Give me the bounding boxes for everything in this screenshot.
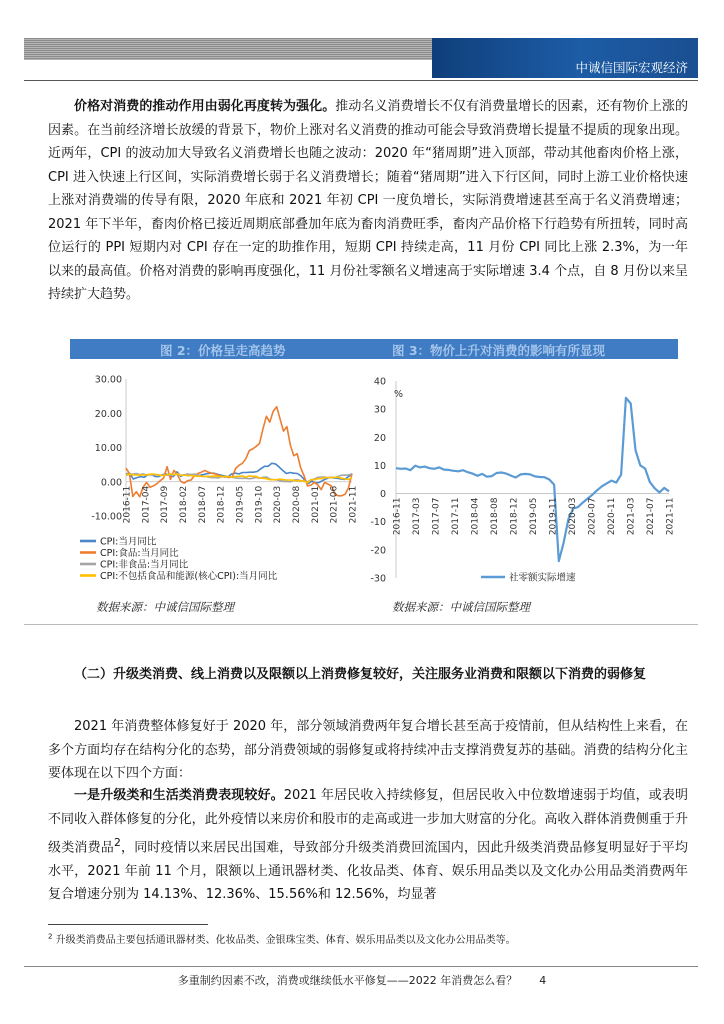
paragraph-body-cont: ，同时疫情以来居民出国难，导致部分升级类消费回流国内，因此升级类消费品修复明显好于平均水平，2021 年前 11 个月，限额以上通讯器材类、化妆品类、体育、娱乐用品类以及文化办公用品类消费两年复合增速分别为 14.13%、12.36%、15.56%和 12.56%，均显著 <box>48 840 688 903</box>
y-axis-unit: % <box>394 389 404 400</box>
x-tick-label: 2021-01 <box>310 485 321 524</box>
x-tick-label: 2020-08 <box>292 485 302 524</box>
paragraph-body: 2021 年居民收入持续修复，但居民收入中位数增速弱于均值，或表明不同收入群体修复的分化，此外疫情以来房价和股市的走高或进一步加大财富的分化。高收入群体消费侧重于升级类消费品 <box>48 788 688 856</box>
y-tick-label: -20 <box>370 545 386 557</box>
footer-title: 多重制约因素不改，消费或继续低水平修复——2022 年消费怎么看？ <box>177 974 518 987</box>
footnote-text: 升级类消费品主要包括通讯器材类、化妆品类、金银珠宝类、体育、娱乐用品类以及文化办公用品类等。 <box>55 935 516 946</box>
paragraph-lead: 价格对消费的推动作用由弱化再度转为强化。 <box>74 99 336 114</box>
legend-label-2: CPI:非食品:当月同比 <box>100 559 189 571</box>
series-line-0 <box>396 398 669 561</box>
x-tick-label: 2017-03 <box>412 497 422 536</box>
x-tick-label: 2018-12 <box>216 485 227 524</box>
footnote-divider <box>48 924 208 925</box>
figure-2-source: 数据来源：中诚信国际整理 <box>96 600 234 614</box>
x-tick-label: 2018-07 <box>197 485 208 524</box>
x-tick-label: 2019-10 <box>254 485 265 524</box>
x-tick-label: 2021-06 <box>329 485 340 524</box>
y-tick-label: -10 <box>370 517 386 529</box>
y-tick-label: -30 <box>370 573 386 585</box>
x-tick-label: 2018-02 <box>179 485 189 524</box>
x-tick-label: 2017-11 <box>451 497 461 536</box>
x-tick-label: 2021-07 <box>646 497 656 536</box>
y-tick-label: 0.00 <box>100 477 122 489</box>
y-tick-label: -10.00 <box>91 511 122 523</box>
figure-3-source: 数据来源：中诚信国际整理 <box>392 600 530 614</box>
footer-divider <box>24 966 698 967</box>
chart-cpi <box>70 364 362 596</box>
x-tick-label: 2016-11 <box>122 485 133 524</box>
legend-label-3: CPI:不包括食品和能源(核心CPI):当月同比 <box>100 571 278 582</box>
y-tick-label: 0 <box>379 489 386 501</box>
x-tick-label: 2019-05 <box>529 497 539 536</box>
figure-divider <box>24 624 698 625</box>
paragraph-body: 推动名义消费增长不仅有消费量增长的因素，还有物价上涨的因素。在当前经济增长放缓的背景下，物价上涨对名义消费的推动可能会导致消费增长提量不提质的现象出现。近两年，CPI 的波动加大导致名义消费增长也随之波动：2020 年“猪周期”进入顶部，带动其他畜肉价格上涨，CPI 进入快速上行区间，实际消费增长弱于名义消费增长；随着“猪周期”进入下行区间，同时上游工业价格快速上涨对消费端的传导有限，2020 年底和 2021 年初 CPI 一度负增长，实际消费增速甚至高于名义消费增速；2021 年下半年，畜肉价格已接近周期底部叠加年底为畜肉消费旺季，畜肉产品价格下行趋势有所扭转，同时高位运行的 PPI 短期内对 CPI 存在一定的助推作用，短期 CPI 持续走高，11 月份 CPI 同比上涨 2.3%，为一年以来的最高值。价格对消费的影响再度强化，11 月份社零额名义增速高于实际增速 3.4 个点，自 8 月份以来呈持续扩大趋势。 <box>48 99 688 302</box>
x-tick-label: 2018-04 <box>470 497 481 536</box>
y-tick-label: 40 <box>373 376 386 388</box>
y-tick-label: 10 <box>373 460 386 472</box>
y-tick-label: 20.00 <box>94 408 122 420</box>
x-tick-label: 2020-07 <box>587 497 598 536</box>
section-heading: （二）升级类消费、线上消费以及限额以上消费修复较好，关注服务业消费和限额以下消费的弱修复 <box>74 667 647 682</box>
y-tick-label: 10.00 <box>94 443 122 454</box>
chart-retail-sales <box>368 364 678 596</box>
paragraph-structure: 2021 年消费整体修复好于 2020 年，部分领域消费两年复合增长甚至高于疫情前，但从结构性上来看，在多个方面均存在结构分化的态势，部分消费领域的弱修复或将持续冲击支撑消费复苏的基础。消费的结构分化主要体现在以下四个方面： <box>48 719 688 781</box>
legend-label-0: CPI:当月同比 <box>100 536 157 548</box>
figure-3-title: 图 3：物价上升对消费的影响有所显现 <box>392 343 606 358</box>
footnote <box>48 931 516 946</box>
y-tick-label: 30 <box>373 404 386 416</box>
footnote-ref[interactable]: 2 <box>113 836 121 849</box>
header-divider <box>24 80 698 81</box>
y-tick-label: 20 <box>373 432 386 444</box>
paragraph-upgrade-consumption <box>48 784 688 907</box>
x-tick-label: 2020-03 <box>273 485 284 524</box>
page-header <box>24 38 698 78</box>
x-tick-label: 2021-11 <box>665 497 676 536</box>
x-tick-label: 2021-11 <box>348 485 359 524</box>
x-tick-label: 2021-03 <box>626 497 637 536</box>
header-title: 中诚信国际宏观经济 <box>575 60 688 75</box>
footnote-number: 2 <box>48 932 53 941</box>
x-tick-label: 2020-03 <box>568 497 578 536</box>
legend-label-1: CPI:食品:当月同比 <box>100 548 179 559</box>
page-footer <box>0 972 724 988</box>
x-tick-label: 2017-04 <box>141 485 152 524</box>
x-tick-label: 2018-08 <box>490 497 500 536</box>
x-tick-label: 2016-11 <box>392 497 403 536</box>
paragraph-lead: 一是升级类和生活类消费表现较好。 <box>74 788 284 803</box>
x-tick-label: 2017-09 <box>160 485 171 524</box>
x-tick-label: 2019-11 <box>548 497 559 536</box>
chart-cpi-svg <box>70 364 362 596</box>
legend-label-0: 社零额实际增速 <box>509 572 576 584</box>
figure-2-title: 图 2：价格呈走高趋势 <box>160 343 286 358</box>
paragraph-price-effect <box>48 95 688 307</box>
x-tick-label: 2020-11 <box>607 497 617 536</box>
chart-retail-svg <box>368 364 678 596</box>
y-tick-label: 30.00 <box>94 374 122 386</box>
x-tick-label: 2017-07 <box>431 497 442 536</box>
page-number: 4 <box>539 974 547 987</box>
x-tick-label: 2019-05 <box>235 485 246 524</box>
x-tick-label: 2018-12 <box>509 497 520 536</box>
